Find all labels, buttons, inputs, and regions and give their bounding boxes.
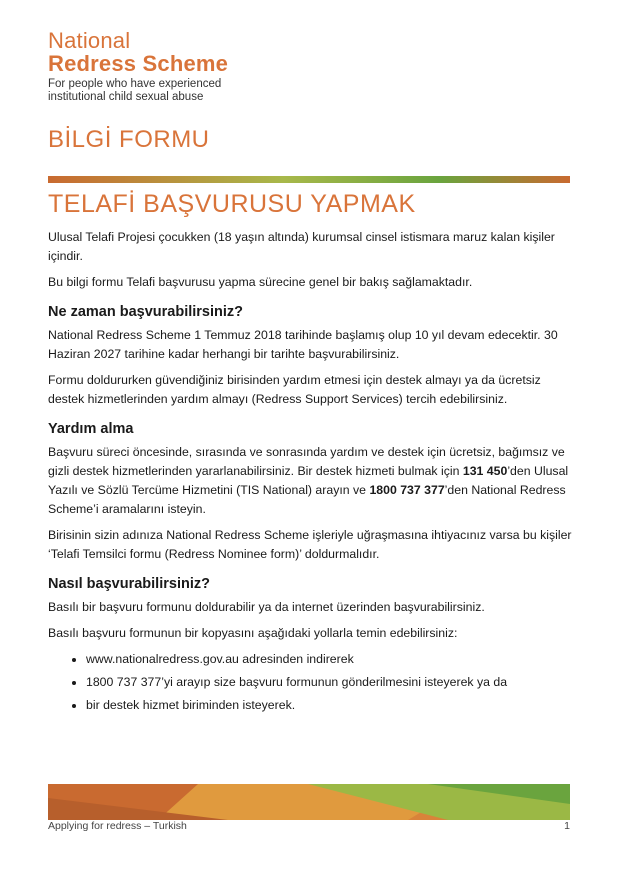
page-title: TELAFİ BAŞVURUSU YAPMAK xyxy=(48,190,416,218)
tis-phone-number: 131 450 xyxy=(462,464,508,478)
logo-national: National xyxy=(48,28,131,53)
form-label: BİLGİ FORMU xyxy=(48,126,210,153)
header-divider xyxy=(48,176,570,183)
when-paragraph-1: National Redress Scheme 1 Temmuz 2018 tarihinde başlamış olup 10 yıl devam edecektir. 30 Haziran 2027 tarihine kadar herhangi bir tarihte başvurabilirsiniz. xyxy=(48,328,558,361)
logo-tagline-2: institutional child sexual abuse xyxy=(48,91,204,103)
how-paragraph-2: Basılı başvuru formunun bir kopyasını aşağıdaki yollarla temin edebilirsiniz: xyxy=(48,626,458,640)
list-item: • 1800 737 377’yi arayıp size başvuru formunun gönderilmesini isteyerek ya da xyxy=(86,673,572,691)
logo-tagline-1: For people who have experienced xyxy=(48,78,222,90)
list-item: • bir destek hizmet biriminden isteyerek. xyxy=(86,696,572,714)
list-item: • www.nationalredress.gov.au adresinden indirerek xyxy=(86,650,572,668)
help-text-a: Başvuru süreci öncesinde, sırasında ve sonrasında yardım ve destek için ücretsiz, bağımsız ve gizli destek hizmetlerinden yararlanabilirsiniz. Bir destek hizmeti bulmak için xyxy=(48,445,565,478)
when-paragraph-2: Formu doldururken güvendiğiniz birisinden yardım etmesi için destek almayı ya da ücretsiz destek hizmetlerinden yardım almayı (Redress Support Services) tercih edebilirsiniz. xyxy=(48,373,541,406)
help-paragraph-1 xyxy=(48,443,572,519)
intro-paragraph: Ulusal Telafi Projesi çocukken (18 yaşın altında) kurumsal cinsel istismara maruz kalan kişiler içindir. xyxy=(48,230,555,263)
how-paragraph-1: Basılı bir başvuru formunu doldurabilir ya da internet üzerinden başvurabilirsiniz. xyxy=(48,600,485,614)
section-heading-how: Nasıl başvurabilirsiniz? xyxy=(48,576,210,592)
redress-phone-number: 1800 737 377 xyxy=(369,483,445,497)
section-heading-when: Ne zaman başvurabilirsiniz? xyxy=(48,304,244,320)
logo-redress-scheme: Redress Scheme xyxy=(48,51,229,76)
footer-decorative-band xyxy=(48,784,570,820)
footer-page-number: 1 xyxy=(564,820,570,832)
intro-paragraph: Bu bilgi formu Telafi başvurusu yapma sürecine genel bir bakış sağlamaktadır. xyxy=(48,275,473,289)
how-list xyxy=(48,650,572,714)
brand-logo xyxy=(48,30,228,104)
help-paragraph-2: Birisinin sizin adınıza National Redress Scheme işleriyle uğraşmasına ihtiyacınız varsa bu kişiler ‘Telafi Temsilci formu (Redress Nominee form)’ doldurmalıdır. xyxy=(48,528,572,561)
section-heading-help: Yardım alma xyxy=(48,421,134,437)
help-text-b: ’den Ulusal Yazılı ve Sözlü Tercüme Hizmetini (TIS National) arayın ve xyxy=(48,464,569,497)
document-body xyxy=(48,228,572,719)
footer-document-name: Applying for redress – Turkish xyxy=(48,820,187,832)
help-text-c: ’den National Redress Scheme’i aramalarını isteyin. xyxy=(48,483,566,516)
